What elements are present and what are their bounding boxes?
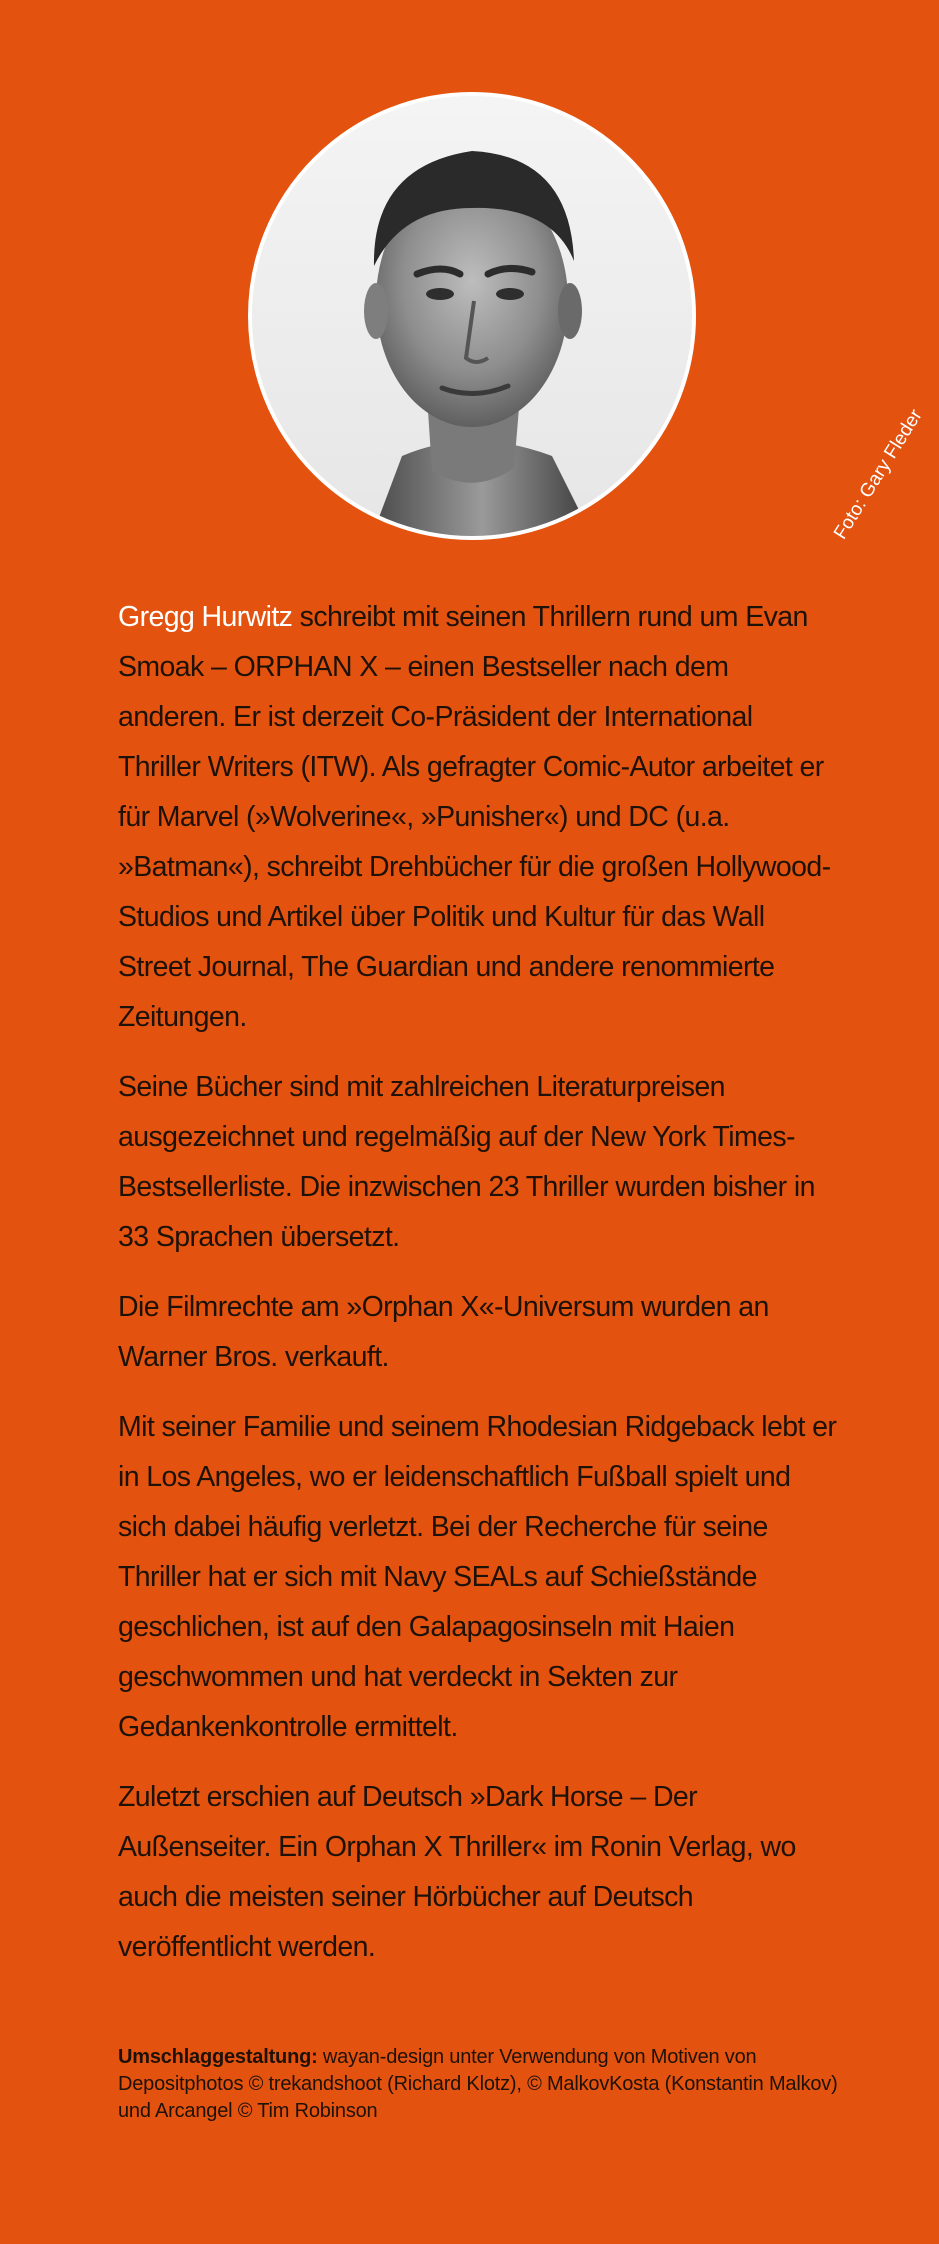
portrait-image	[252, 96, 692, 536]
author-biography	[118, 592, 838, 1992]
bio-paragraph-1	[118, 592, 838, 1042]
bio-paragraph-3: Die Filmrechte am »Orphan X«-Universum wurden an Warner Bros. verkauft.	[118, 1291, 769, 1373]
bio-paragraph-2: Seine Bücher sind mit zahlreichen Literaturpreisen ausgezeichnet und regelmäßig auf der New York Times-Bestsellerliste. Die inzwischen 23 Thriller wurden bisher in 33 Sprachen übersetzt.	[118, 1071, 815, 1253]
credits-label: Umschlaggestaltung:	[118, 2046, 318, 2068]
bio-paragraph-5: Zuletzt erschien auf Deutsch »Dark Horse – Der Außenseiter. Ein Orphan X Thriller« im Ronin Verlag, wo auch die meisten seiner Hörbücher auf Deutsch veröffentlicht werden.	[118, 1781, 796, 1963]
photo-credit: Foto: Gary Fleder	[830, 405, 927, 544]
author-name: Gregg Hurwitz	[118, 601, 293, 633]
credits-text: wayan-design unter Verwendung von Motiven von Depositphotos © trekandshoot (Richard Klotz), © MalkovKosta (Konstantin Malkov) und Arcangel © Tim Robinson	[118, 2046, 838, 2122]
bio-paragraph-4: Mit seiner Familie und seinem Rhodesian Ridgeback lebt er in Los Angeles, wo er leidenschaftlich Fußball spielt und sich dabei häufig verletzt. Bei der Recherche für seine Thriller hat er sich mit Navy SEALs auf Schießstände geschlichen, ist auf den Galapagosinseln mit Haien geschwommen und hat verdeckt in Sekten zur Gedankenkontrolle ermittelt.	[118, 1411, 837, 1743]
author-portrait-container	[248, 92, 927, 544]
author-portrait	[248, 92, 696, 540]
bio-paragraph-1-text: schreibt mit seinen Thrillern rund um Evan Smoak – ORPHAN X – einen Bestseller nach dem anderen. Er ist derzeit Co-Präsident der International Thriller Writers (ITW). Als gefragter Comic-Autor arbeitet er für Marvel (»Wolverine«, »Punisher«) und DC (u.a. »Batman«), schreibt Drehbücher für die großen Hollywood-Studios und Artikel über Politik und Kultur für das Wall Street Journal, The Guardian und andere renommierte Zeitungen.	[118, 601, 831, 1033]
cover-design-credits	[118, 2044, 858, 2125]
